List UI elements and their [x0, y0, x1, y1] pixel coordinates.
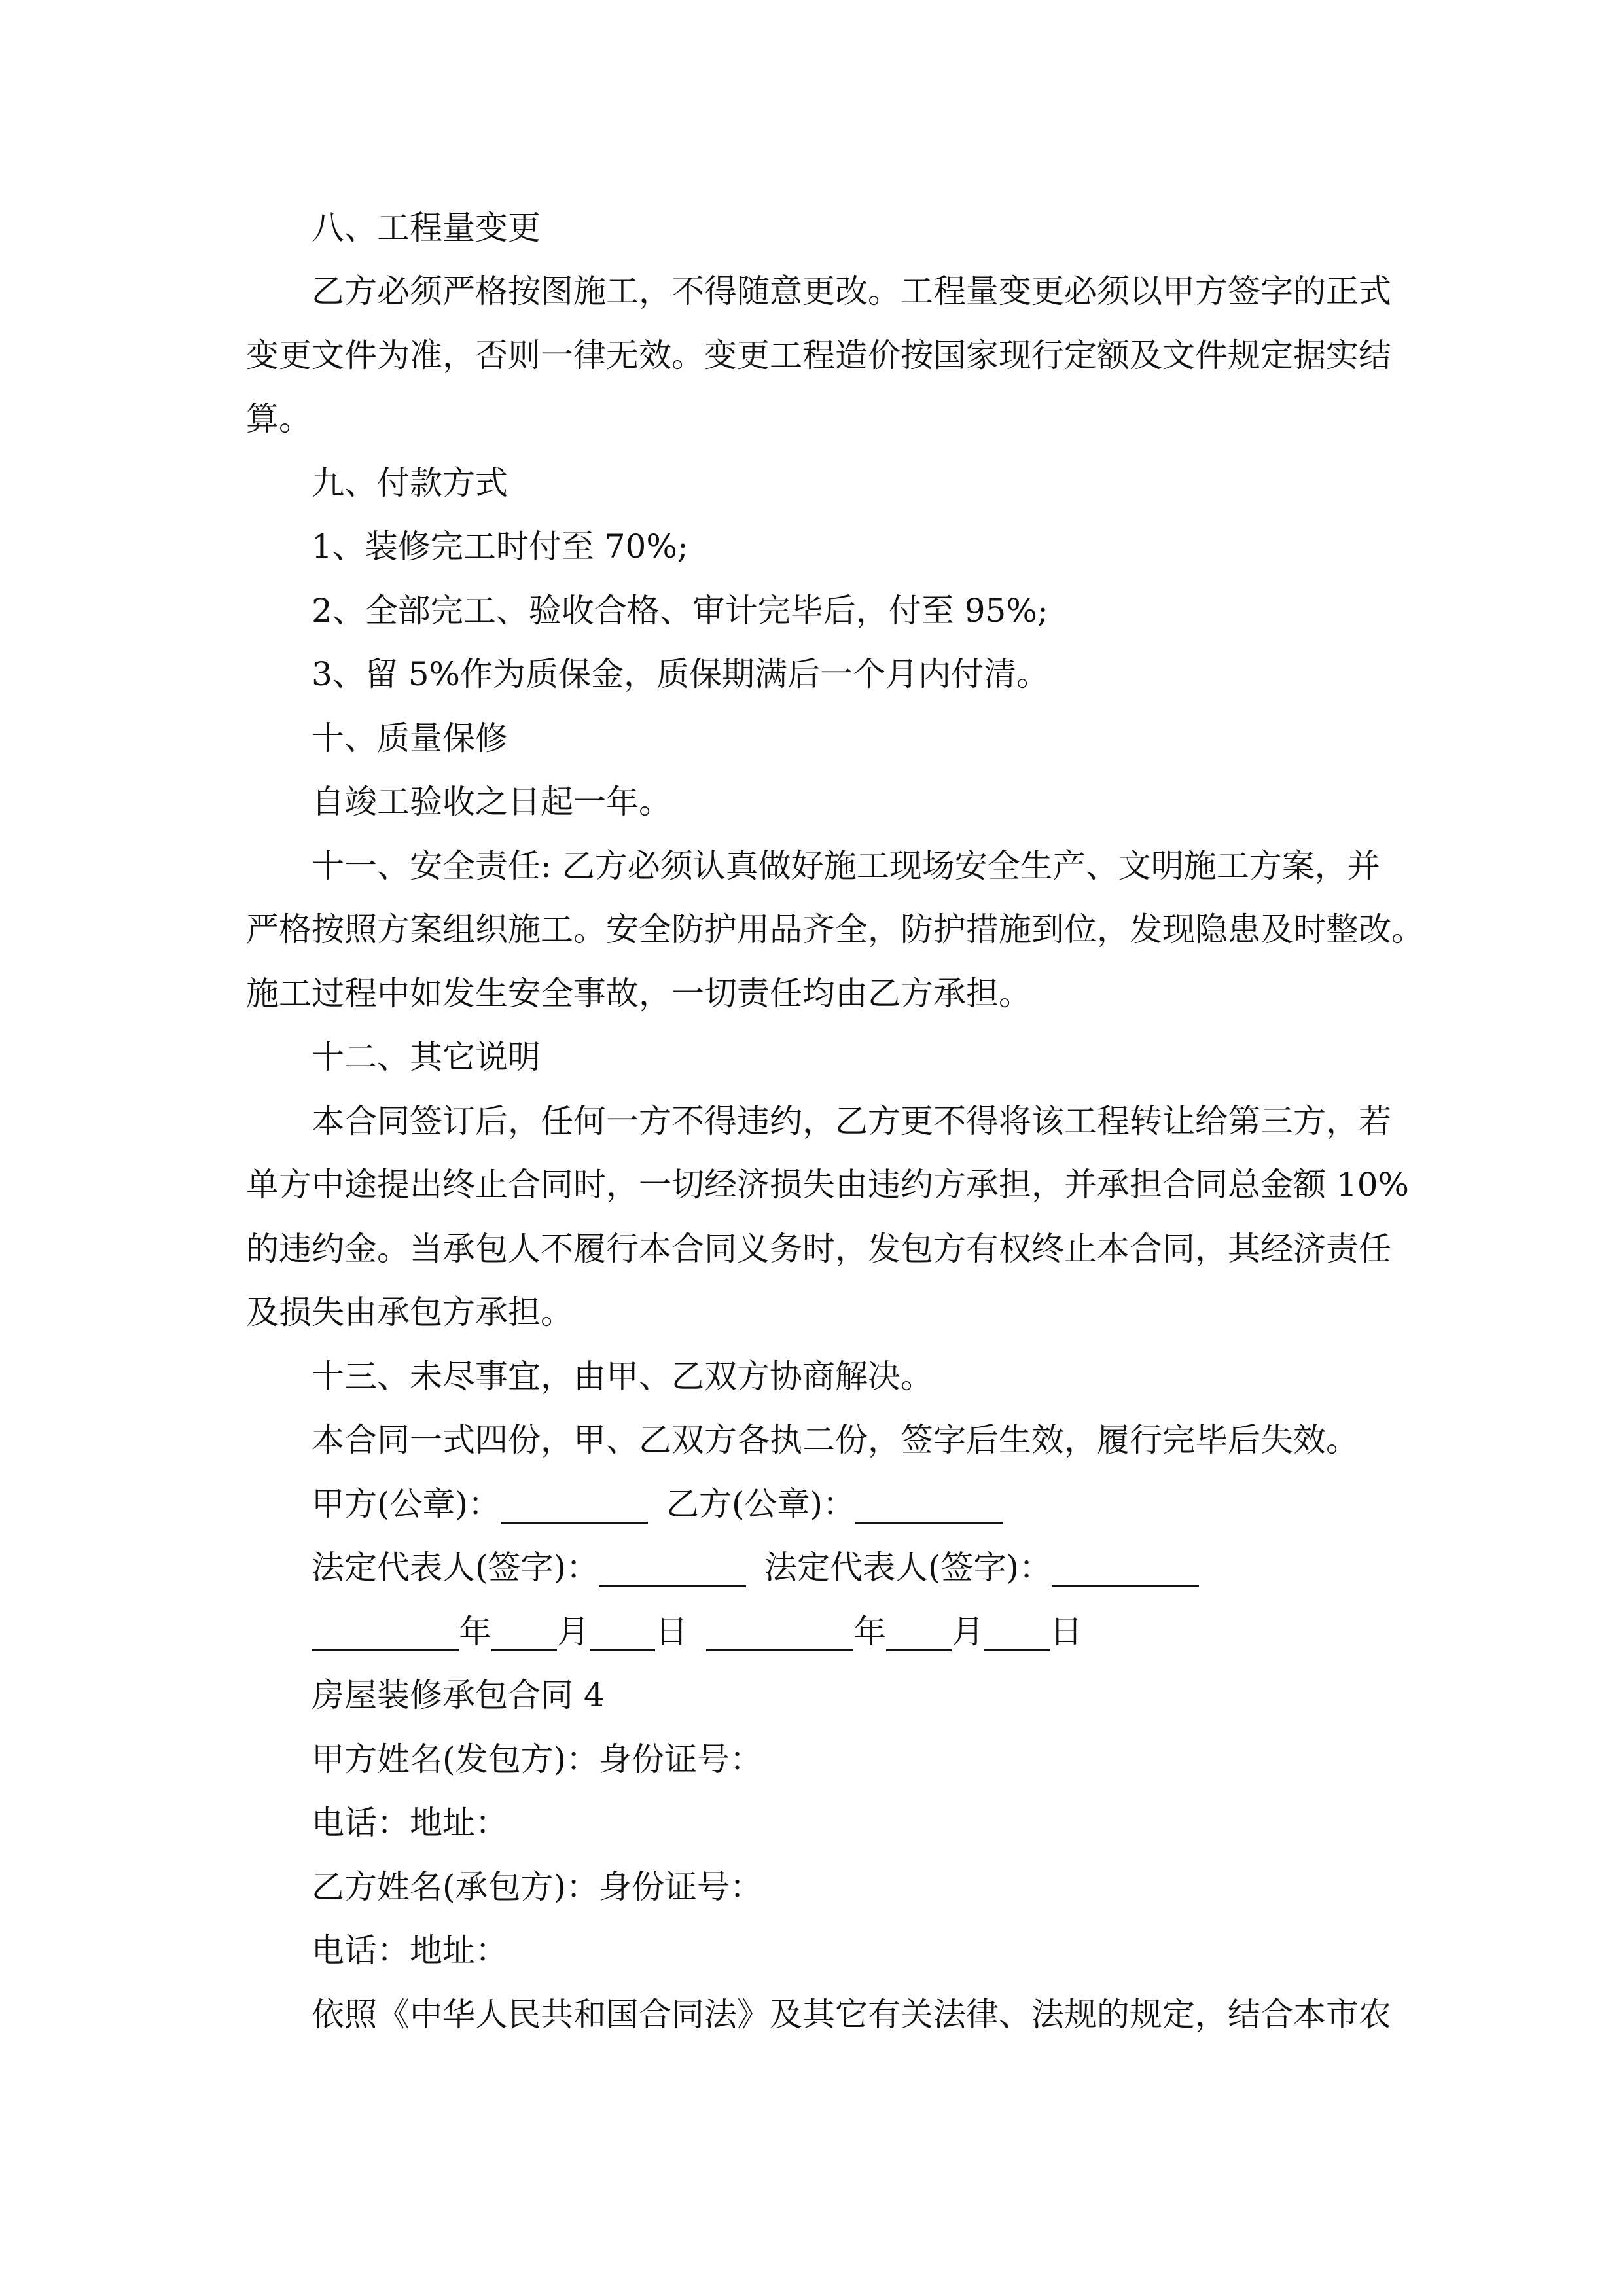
payment-item-3: 3、留 5%作为质保金，质保期满后一个月内付清。	[312, 655, 1050, 693]
section-8-body-line-2: 变更文件为准，否则一律无效。变更工程造价按国家现行定额及文件规定据实结	[246, 336, 1391, 374]
date-a-month-blank	[491, 1621, 557, 1651]
payment-item-2: 2、全部完工、验收合格、审计完毕后，付至 95%;	[312, 592, 1048, 630]
date-a-month-label: 月	[557, 1613, 590, 1651]
seal-line	[312, 1484, 1003, 1524]
rep-a-blank	[599, 1556, 746, 1587]
date-a-year-label: 年	[459, 1613, 491, 1651]
rep-b-label: 法定代表人(签字)：	[764, 1549, 1052, 1587]
section-12-line-3: 的违约金。当承包人不履行本合同义务时，发包方有权终止本合同，其经济责任	[246, 1230, 1391, 1268]
copies-note: 本合同一式四份，甲、乙双方各执二份，签字后生效，履行完毕后失效。	[312, 1421, 1359, 1459]
party-a-seal-blank	[501, 1493, 648, 1524]
section-12-line-1: 本合同签订后，任何一方不得违约，乙方更不得将该工程转让给第三方，若	[312, 1102, 1391, 1140]
party-b-seal-label: 乙方(公章)：	[666, 1485, 856, 1523]
party-a-seal-label: 甲方(公章)：	[312, 1485, 501, 1523]
section-8-body-line-3: 算。	[246, 400, 312, 438]
section-11-line-3: 施工过程中如发生安全事故，一切责任均由乙方承担。	[246, 975, 1031, 1013]
contract-4-title: 房屋装修承包合同 4	[312, 1676, 605, 1714]
date-b-day-label: 日	[1050, 1613, 1082, 1651]
party-b-seal-blank	[855, 1493, 1003, 1524]
section-10-heading: 十、质量保修	[312, 719, 508, 757]
section-9-heading: 九、付款方式	[312, 464, 508, 502]
section-13-heading: 十三、未尽事宜，由甲、乙双方协商解决。	[312, 1357, 933, 1395]
party-a-contact-line: 电话：地址：	[312, 1804, 508, 1842]
date-line	[312, 1612, 1082, 1651]
section-8-body-line-1: 乙方必须严格按图施工，不得随意更改。工程量变更必须以甲方签字的正式	[312, 272, 1391, 310]
date-a-day-blank	[590, 1621, 655, 1651]
section-8-heading: 八、工程量变更	[312, 209, 541, 247]
date-b-year-blank	[706, 1621, 853, 1651]
legal-basis-line: 依照《中华人民共和国合同法》及其它有关法律、法规的规定，结合本市农	[312, 1996, 1391, 2034]
date-b-month-blank	[886, 1621, 952, 1651]
date-b-day-blank	[984, 1621, 1050, 1651]
section-12-line-2: 单方中途提出终止合同时，一切经济损失由违约方承担，并承担合同总金额 10%	[246, 1166, 1410, 1204]
payment-item-1: 1、装修完工时付至 70%;	[312, 528, 688, 565]
date-a-year-blank	[312, 1621, 459, 1651]
party-a-name-line: 甲方姓名(发包方)：身份证号：	[312, 1740, 763, 1778]
section-12-heading: 十二、其它说明	[312, 1038, 541, 1076]
section-11-line-1: 十一、安全责任: 乙方必须认真做好施工现场安全生产、文明施工方案，并	[312, 847, 1380, 885]
party-b-contact-line: 电话：地址：	[312, 1931, 508, 1969]
date-b-year-label: 年	[853, 1613, 886, 1651]
section-10-body: 自竣工验收之日起一年。	[312, 783, 671, 821]
date-b-month-label: 月	[952, 1613, 984, 1651]
rep-b-blank	[1052, 1556, 1199, 1587]
party-b-name-line: 乙方姓名(承包方)：身份证号：	[312, 1868, 763, 1906]
rep-a-label: 法定代表人(签字)：	[312, 1549, 599, 1587]
section-12-line-4: 及损失由承包方承担。	[246, 1293, 573, 1331]
section-11-line-2: 严格按照方案组织施工。安全防护用品齐全，防护措施到位，发现隐患及时整改。	[246, 910, 1424, 948]
date-a-day-label: 日	[655, 1613, 688, 1651]
representative-line	[312, 1548, 1199, 1587]
